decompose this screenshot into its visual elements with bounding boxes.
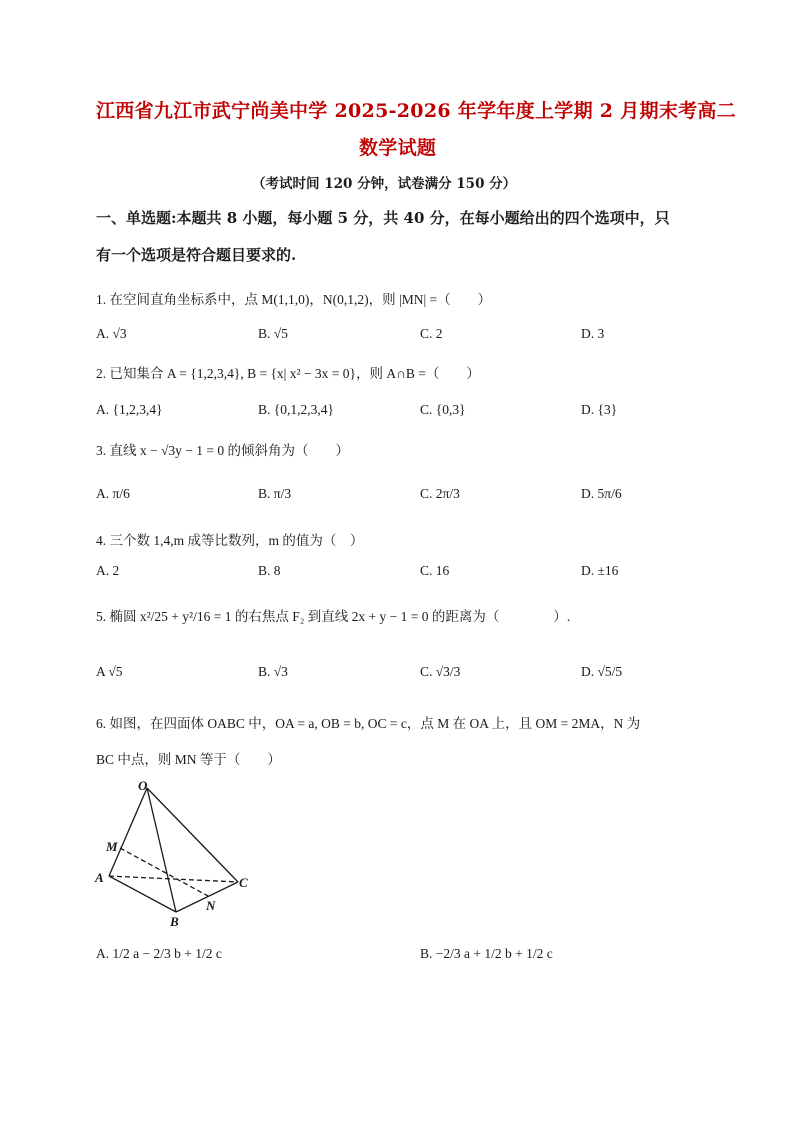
q2-option-c[interactable]: C. {0,3}: [420, 402, 466, 417]
question-2-stem: 2. 已知集合 A = {1,2,3,4}, B = {x| x² − 3x = 0}，则 A∩B =（ ）: [96, 366, 480, 381]
section-heading-line2: 有一个选项是符合题目要求的.: [96, 246, 297, 264]
q2-option-d[interactable]: D. {3}: [581, 402, 618, 417]
q4-option-b[interactable]: B. 8: [258, 563, 281, 578]
q4-option-a[interactable]: A. 2: [96, 563, 120, 578]
question-6-stem-line2: BC 中点，则 MN 等于（ ）: [96, 752, 281, 767]
tetrahedron-figure: [90, 776, 260, 926]
q1-option-a[interactable]: A. √3: [96, 326, 127, 341]
label-m: M: [106, 839, 118, 854]
q6-option-b[interactable]: B. −2/3 a + 1/2 b + 1/2 c: [420, 946, 553, 961]
question-5-stem: 5. 椭圆 x²/25 + y²/16 = 1 的右焦点 F₂ 到直线 2x + y − 1 = 0 的距离为（ ）.: [96, 609, 571, 624]
edge-oa: [109, 788, 147, 876]
label-c: C: [239, 875, 248, 890]
q1-option-d[interactable]: D. 3: [581, 326, 605, 341]
q5-option-b[interactable]: B. √3: [258, 664, 288, 679]
q3-option-d[interactable]: D. 5π/6: [581, 486, 622, 501]
exam-title-line1: 江西省九江市武宁尚美中学 2025-2026 年学年度上学期 2 月期末考高二: [96, 100, 737, 122]
question-4-stem: 4. 三个数 1,4,m 成等比数列，m 的值为（ ）: [96, 533, 364, 548]
q1-option-b[interactable]: B. √5: [258, 326, 288, 341]
label-o: O: [138, 778, 148, 793]
q4-option-d[interactable]: D. ±16: [581, 563, 619, 578]
exam-title-line2: 数学试题: [359, 137, 437, 159]
label-a: A: [95, 870, 104, 885]
question-6-stem-line1: 6. 如图，在四面体 OABC 中，OA = a, OB = b, OC = c，点 M 在 OA 上，且 OM = 2MA，N 为: [96, 716, 641, 731]
question-1-stem: 1. 在空间直角坐标系中，点 M(1,1,0)，N(0,1,2)，则 |MN| =（ ）: [96, 292, 492, 307]
q2-option-a[interactable]: A. {1,2,3,4}: [96, 402, 163, 417]
q4-option-c[interactable]: C. 16: [420, 563, 450, 578]
label-n: N: [206, 898, 216, 913]
q3-option-a[interactable]: A. π/6: [96, 486, 130, 501]
question-3-stem: 3. 直线 x − √3y − 1 = 0 的倾斜角为（ ）: [96, 443, 349, 458]
q6-option-a[interactable]: A. 1/2 a − 2/3 b + 1/2 c: [96, 946, 222, 961]
q2-option-b[interactable]: B. {0,1,2,3,4}: [258, 402, 334, 417]
edge-ob: [147, 788, 176, 912]
q1-option-c[interactable]: C. 2: [420, 326, 443, 341]
q5-option-c[interactable]: C. √3/3: [420, 664, 461, 679]
q5-option-d[interactable]: D. √5/5: [581, 664, 623, 679]
label-b: B: [170, 914, 179, 926]
q5-option-a[interactable]: A √5: [96, 664, 123, 679]
section-heading-line1: 一、单选题:本题共 8 小题，每小题 5 分，共 40 分，在每小题给出的四个选项中，只: [96, 209, 670, 227]
edge-ab: [109, 876, 176, 912]
edge-oc: [147, 788, 238, 882]
q3-option-b[interactable]: B. π/3: [258, 486, 292, 501]
q3-option-c[interactable]: C. 2π/3: [420, 486, 460, 501]
exam-info: （考试时间 120 分钟，试卷满分 150 分）: [252, 176, 517, 192]
